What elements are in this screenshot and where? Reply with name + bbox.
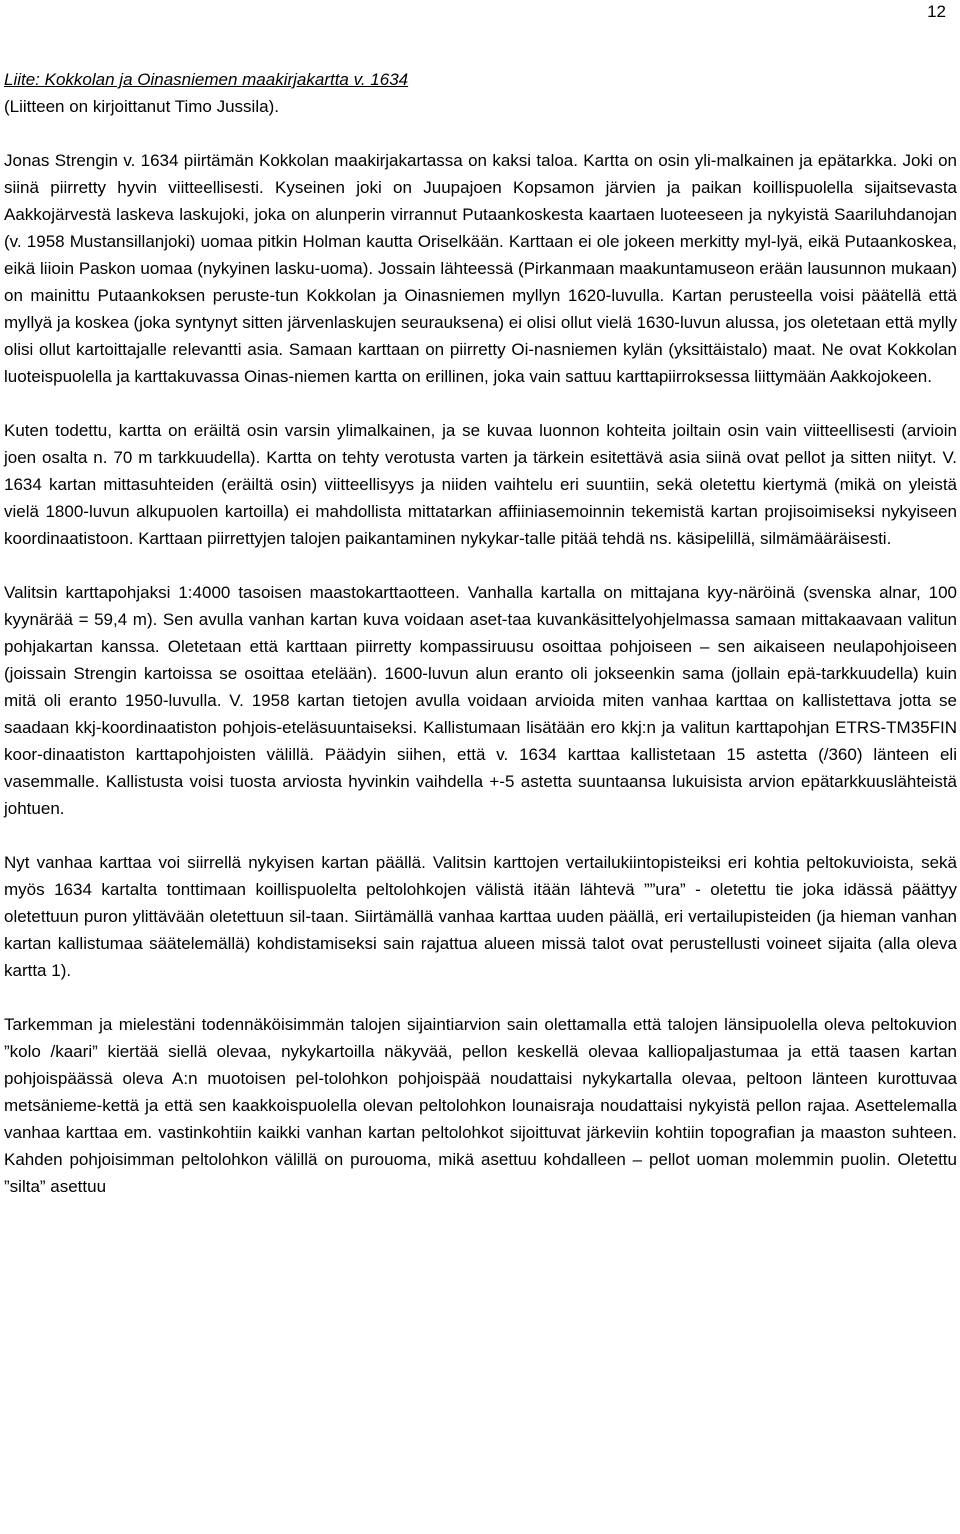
body-paragraph: Nyt vanhaa karttaa voi siirrellä nykyisen kartan päällä. Valitsin karttojen vertailukiintopisteiksi eri kohtia peltokuvioista, sekä myös 1634 kartalta tonttimaan koillispuolelta peltolohkojen välistä itään lähtevä ””ura” - oletettu tie joka idässä päättyy oletettuun puron ylittävään oletettuun sil-taan. Siirtämällä vanhaa karttaa uuden päällä, eri vertailupisteiden (ja hieman vanhan kartan kallistumaa säätelemällä) kohdistamiseksi sain rajattua alueen missä talot ovat perustellusti voineet sijaita (alla oleva kartta 1). [4,853,957,980]
document-body [4,66,957,1200]
body-paragraph: Kuten todettu, kartta on eräiltä osin varsin ylimalkainen, ja se kuvaa luonnon kohteita joiltain osin vain viitteellisesti (arvioin joen osalta n. 70 m tarkkuudella). Kartta on tehty verotusta varten ja tärkein esitettävä asia siinä ovat pellot ja sitten niityt. V. 1634 kartan mittasuhteiden (eräiltä osin) viitteellisyys ja niiden vaihtelu eri suuntiin, sekä oletettu kiertymä (mikä on yleistä vielä 1800-luvun alkupuolen kartoilla) ei mahdollista mittatarkan affiiniasemoinnin tekemistä kartan projisoimiseksi nykyiseen koordinaatistoon. Karttaan piirrettyjen talojen paikantaminen nykykar-talle pitää tehdä ns. käsipelillä, silmämääräisesti. [4,421,957,548]
appendix-title: Liite: Kokkolan ja Oinasniemen maakirjakartta v. 1634 [4,70,409,89]
body-paragraph: Tarkemman ja mielestäni todennäköisimmän talojen sijaintiarvion sain olettamalla että talojen länsipuolella oleva peltokuvion ”kolo /kaari” kiertää siellä olevaa, nykykartoilla näkyvää, pellon keskellä olevaa kalliopaljastumaa ja että taasen kartan pohjoispäässä oleva A:n muotoisen pel-tolohkon pohjoispää noudattaisi nykykartalla olevaa, peltoon länteen kurottuvaa metsänieme-kettä ja että sen kaakkoispuolella olevan peltolohkon lounaisraja noudattaisi nykyistä pellon rajaa. Asettelemalla vanhaa karttaa em. vastinkohtiin kaikki vanhan kartan peltolohkot sijoittuvat järkeviin kohtiin topografian ja maaston suhteen. Kahden pohjoisimman peltolohkon välillä on purouoma, mikä asettuu kohdalleen – pellot uoman molemmin puolin. Oletettu ”silta” asettuu [4,1015,957,1196]
appendix-author-note: (Liitteen on kirjoittanut Timo Jussila). [4,97,279,116]
page-number: 12 [927,2,946,21]
body-paragraph: Jonas Strengin v. 1634 piirtämän Kokkolan maakirjakartassa on kaksi taloa. Kartta on osin yli-malkainen ja epätarkka. Joki on siinä piirretty hyvin viitteellisesti. Kyseinen joki on Juupajoen Kopsamon järvien ja paikan koillispuolella sijaitsevasta Aakkojärvestä laskeva laskujoki, joka on alunperin virrannut Putaankoskesta kaartaen luoteeseen ja nykyistä Saariluhdanojan (v. 1958 Mustansillanjoki) uomaa pitkin Holman kautta Oriselkään. Karttaan ei ole jokeen merkitty myl-lyä, eikä Putaankoskea, eikä liioin Paskon uomaa (nykyinen lasku-uoma). Jossain lähteessä (Pirkanmaan maakuntamuseon erään lausunnon mukaan) on mainittu Putaankoksen peruste-tun Kokkolan ja Oinasniemen myllyn 1620-luvulla. Kartan perusteella voisi päätellä että myllyä ja koskea (joka syntynyt sitten järvenlaskujen seurauksena) ei olisi ollut vielä 1630-luvun alussa, jos oletetaan että mylly olisi ollut kartoittajalle relevantti asia. Samaan karttaan on piirretty Oi-nasniemen kylän (yksittäistalo) maat. Ne ovat Kokkolan luoteispuolella ja karttakuvassa Oinas-niemen kartta on erillinen, joka vain sattuu karttapiirroksessa liittymään Aakkojokeen. [4,151,957,386]
body-paragraph: Valitsin karttapohjaksi 1:4000 tasoisen maastokarttaotteen. Vanhalla kartalla on mittajana kyy-näröinä (svenska alnar, 100 kyynärää = 59,4 m). Sen avulla vanhan kartan kuva voidaan aset-taa kuvankäsittelyohjelmassa samaan mittakaavaan valitun pohjakartan kanssa. Oletetaan että karttaan piirretty kompassiruusu osoittaa pohjoiseen – sen aikaiseen neulapohjoiseen (joissain Strengin kartoissa se osoittaa etelään). 1600-luvun alun eranto oli jokseenkin sama (jollain epä-tarkkuudella) kuin mitä oli eranto 1950-luvulla. V. 1958 kartan tietojen avulla voidaan arvioida miten vanhaa karttaa on kallistettava jotta se saadaan kkj-koordinaatiston pohjois-eteläsuuntaiseksi. Kallistumaan lisätään ero kkj:n ja valitun karttapohjan ETRS-TM35FIN koor-dinaatiston karttapohjoisten välillä. Päädyin siihen, että v. 1634 karttaa kallistetaan 15 astetta (/360) länteen eli vasemmalle. Kallistusta voisi tuosta arviosta hyvinkin vaihdella +-5 astetta suuntaansa lukuisista arvion epätarkkuuslähteistä johtuen. [4,583,957,818]
